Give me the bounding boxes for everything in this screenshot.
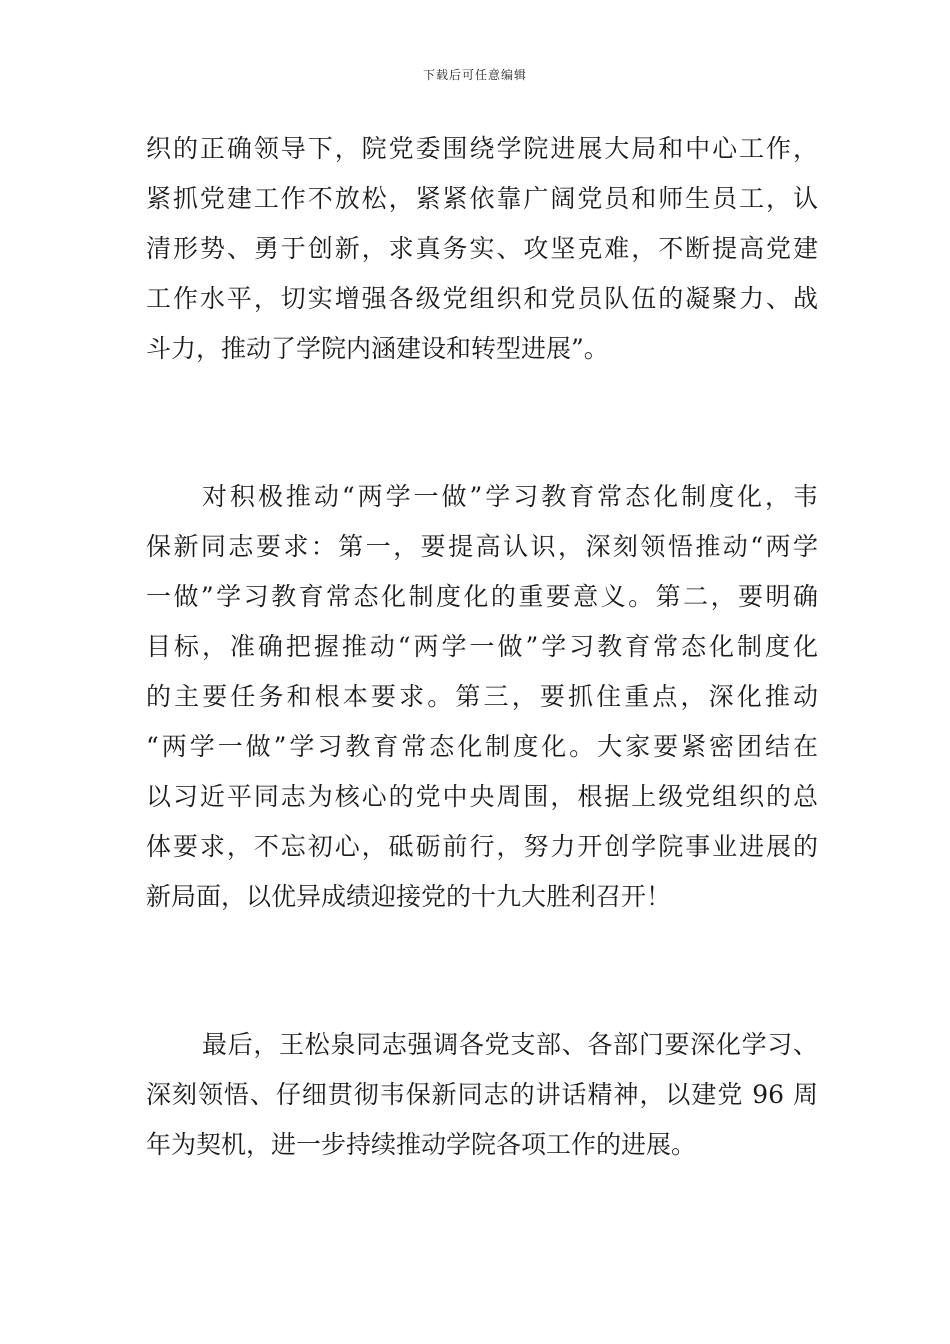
text-line: 的主要任务和根本要求。第三，要抓住重点，深化推动 — [146, 682, 818, 711]
text-line: 目标，准确把握推动“两学一做”学习教育常态化制度化 — [146, 632, 818, 661]
text-line: 保新同志要求：第一，要提高认识，深刻领悟推动“两学 — [146, 532, 818, 561]
text-line: 新局面，以优异成绩迎接党的十九大胜利召开！ — [146, 882, 672, 911]
text-line: 年为契机，进一步持续推动学院各项工作的进展。 — [146, 1130, 697, 1159]
text-line: “两学一做”学习教育常态化制度化。大家要紧密团结在 — [146, 732, 818, 761]
text-line: 织的正确领导下，院党委围绕学院进展大局和中心工作， — [146, 134, 818, 163]
text-line: 对积极推动“两学一做”学习教育常态化制度化，韦 — [202, 482, 818, 511]
text-line: 最后，王松泉同志强调各党支部、各部门要深化学习、 — [202, 1030, 818, 1059]
text-line: 深刻领悟、仔细贯彻韦保新同志的讲话精神，以建党 96 周 — [146, 1080, 818, 1109]
text-line: 一做”学习教育常态化制度化的重要意义。第二，要明确 — [146, 582, 818, 611]
text-line: 斗力，推动了学院内涵建设和转型进展”。 — [146, 334, 609, 363]
text-line: 以习近平同志为核心的党中央周围，根据上级党组织的总 — [146, 782, 818, 811]
paragraph-conclusion — [146, 1020, 818, 1170]
text-line: 紧抓党建工作不放松，紧紧依靠广阔党员和师生员工，认 — [146, 184, 818, 213]
paragraph-continuation — [146, 124, 818, 374]
paragraph-requirements — [146, 472, 818, 922]
text-line: 工作水平，切实增强各级党组织和党员队伍的凝聚力、战 — [146, 284, 818, 313]
header-note: 下载后可任意编辑 — [422, 68, 527, 82]
text-line: 清形势、勇于创新，求真务实、攻坚克难，不断提高党建 — [146, 234, 818, 263]
text-line: 体要求，不忘初心，砥砺前行，努力开创学院事业进展的 — [146, 832, 818, 861]
